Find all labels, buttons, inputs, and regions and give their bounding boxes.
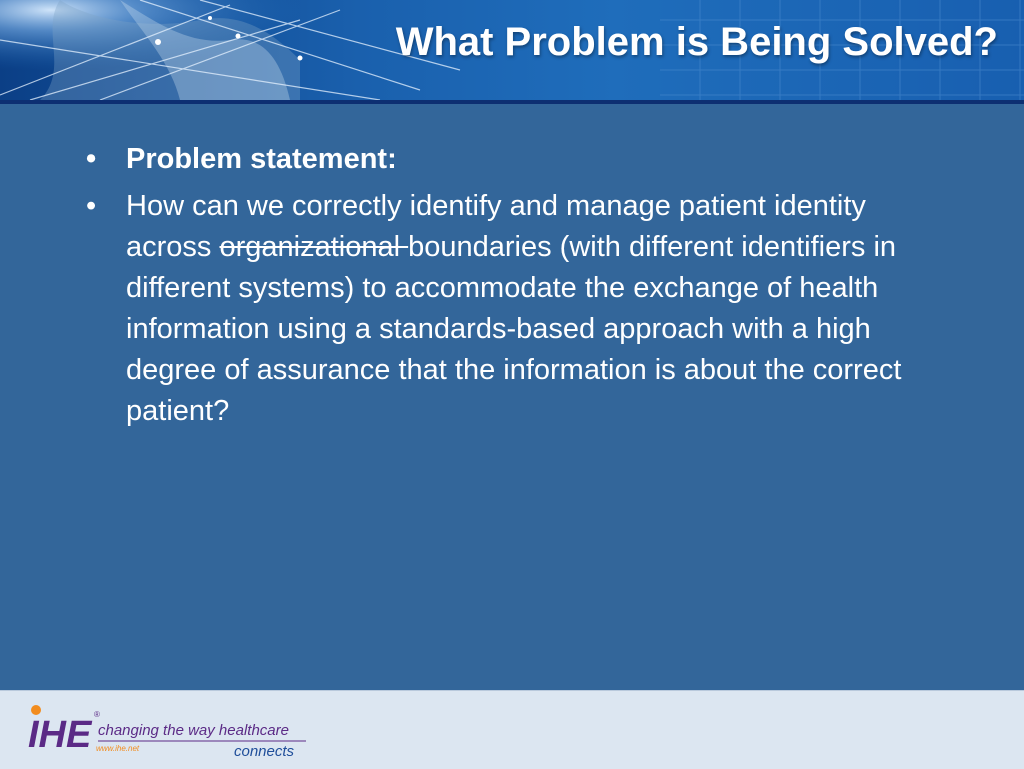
bullet-item-problem-statement [86, 139, 946, 180]
bullet-list [86, 139, 946, 438]
ihe-logo [26, 699, 326, 761]
bullet-item-question [86, 186, 946, 432]
footer-bar [0, 690, 1024, 769]
logo-url: www.ihe.net [96, 744, 140, 753]
bullet-text: Problem statement: [126, 143, 397, 175]
logo-brand: IHE [28, 714, 92, 756]
bullet-text-part: How can we correctly identify and manage patient identity across [126, 190, 866, 263]
logo-tagline: changing the way healthcare [98, 722, 289, 739]
struck-text: organizational [219, 231, 409, 263]
slide-title: What Problem is Being Solved? [395, 20, 998, 64]
bullet-text-part: boundaries (with different identifiers in different systems) to accommodate the exchange of health information using a standards-based approach with a high degree of assurance that the information is about the correct patient? [126, 231, 902, 427]
header-banner [0, 0, 1024, 100]
logo-registered: ® [94, 710, 100, 719]
slide-content [0, 104, 1024, 690]
logo-connects: connects [234, 743, 295, 760]
bullet-icon: • [86, 190, 97, 222]
bullet-icon: • [86, 143, 97, 175]
